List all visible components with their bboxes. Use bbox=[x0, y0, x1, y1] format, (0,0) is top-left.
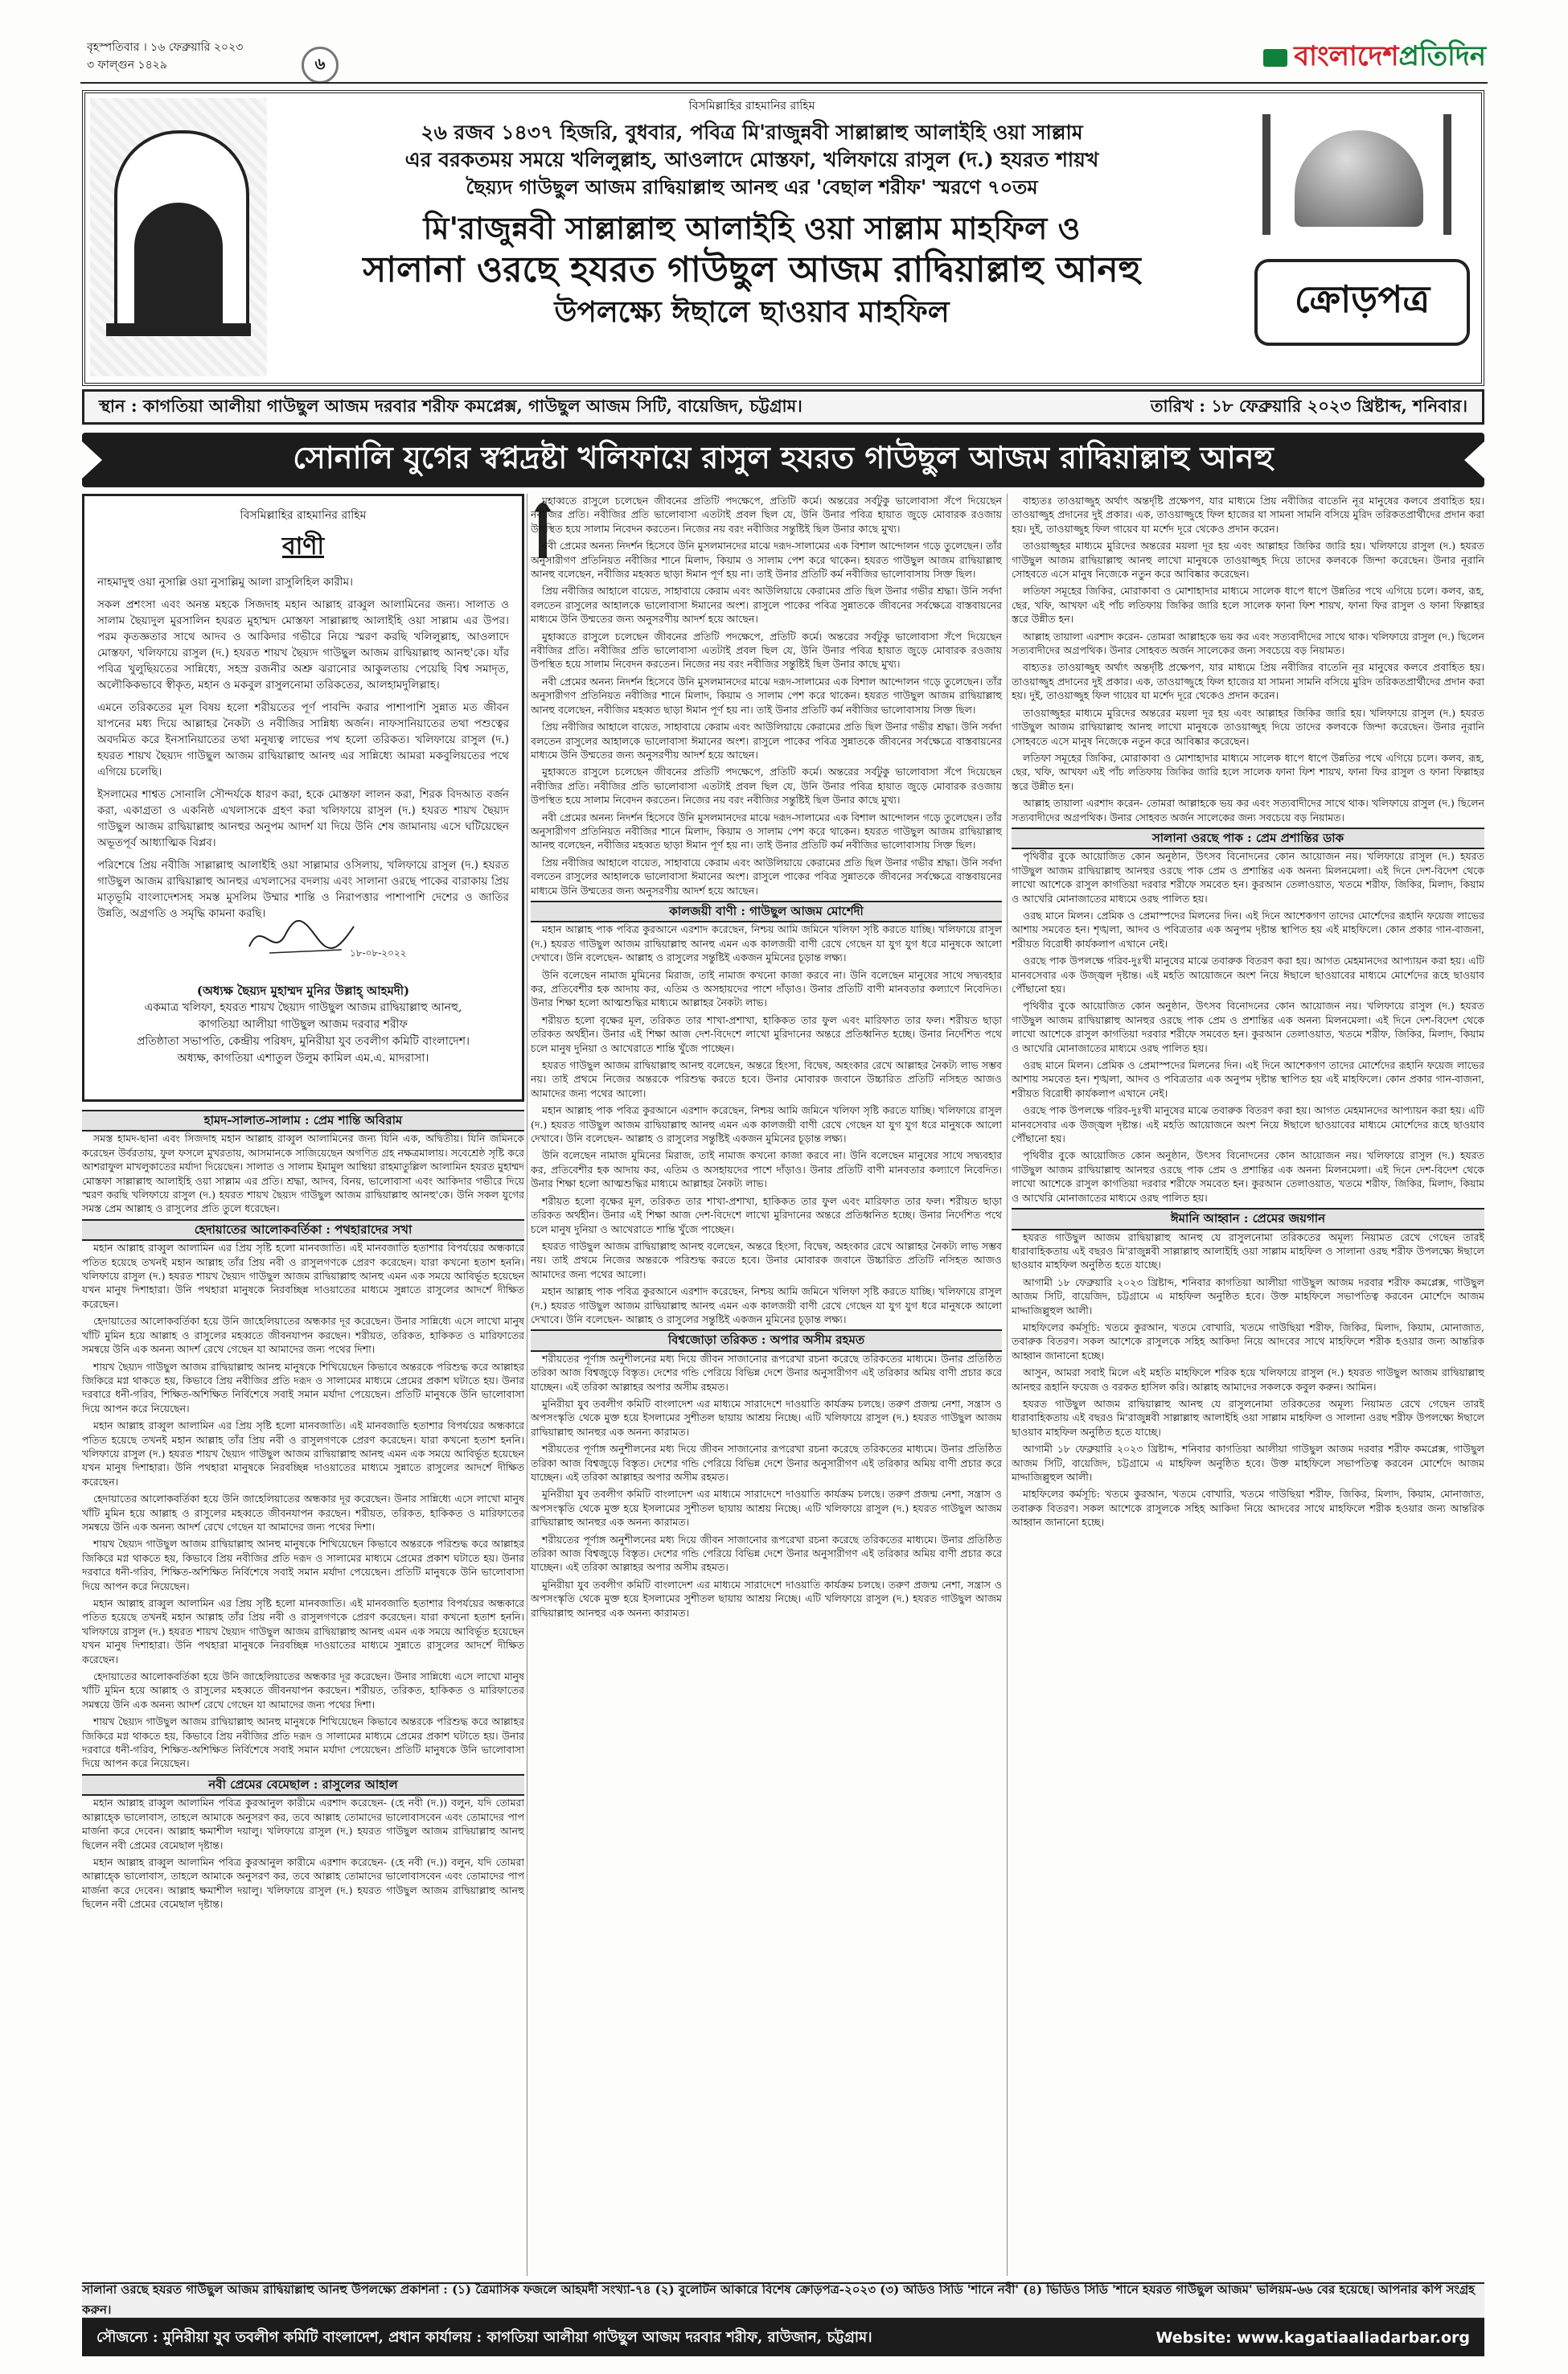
article-paragraph: মহান আল্লাহ রাব্বুল আলামিন এর প্রিয় সৃষ্টি হলো মানবজাতি। এই মানবজাতি হতাশার বিপর্যয়ের অন্ধকারে পতিত হয়েছে তখনই মহান আল্লাহ তাঁর প্রিয় নবী ও রাসুলগণকে প্রেরণ করেছেন। যারা কখনো হতাশ হননি। খলিফায়ে রাসুল (দ.) হযরত শায়খ ছৈয়্যদ গাউছুল আজম রাদ্বিয়াল্লাহু আনহু এমন এক সময়ে আবির্ভূত হয়েছেন যখন মানুষ দিশাহারা। উনি পথহারা মানুষকে নিরবচ্ছিন্ন দাওয়াতের মাধ্যমে সুন্নাতে রাসুলের আদর্শে দীক্ষিত করেছেন। bbox=[82, 1597, 524, 1665]
article-paragraph: আল্লাহ তায়ালা এরশাদ করেন- তোমরা আল্লাহকে ভয় কর এবং সত্যবাদীদের সাথে থাক। খলিফায়ে রাসুল (দ.) ছিলেন সত্যবাদীদের অগ্রপথিক। উনার সোহবত অর্জন সালেকের জন্য সবচেয়ে বড় নিয়ামত। bbox=[1012, 797, 1484, 824]
article-paragraph: ওরছ মানে মিলন। প্রেমিক ও প্রেমাস্পদের মিলনের দিন। এই দিনে আশেকগণ তাদের মোর্শেদের রূহানি ফয়েজ লাভের আশায় সমবেত হন। শৃঙ্খলা, আদব ও পবিত্রতার এক অনুপম দৃষ্টান্ত স্থাপিত হয় এই মাহফিলে। কোন প্রকার গান-বাজনা, শরীয়ত বিরোধী কার্যকলাপ এখানে নেই। bbox=[1012, 909, 1484, 950]
article-paragraph: হযরত গাউছুল আজম রাদ্বিয়াল্লাহু আনহু যে রাসুলনোমা তরিকতের অমূল্য নিয়ামত রেখে গেছেন তারই ধারাবাহিকতায় এই বছরও মি'রাজুন্নবী সাল্লাল্লাহু আলাইহি ওয়া সাল্লাম মাহফিল ও সালানা ওরছ শরীফ উপলক্ষ্যে ঈছালে ছাওয়াব মাহফিল অনুষ্ঠিত হতে যাচ্ছে। bbox=[1012, 1397, 1484, 1438]
article-paragraph: প্রিয় নবীজির আহালে বায়েত, সাহাবায়ে কেরাম এবং আউলিয়ায়ে কেরামের প্রতি ছিল উনার গভীর শ্রদ্ধা। উনি সর্বদা বলতেন রাসুলের আহালকে ভালোবাসা ঈমানের অংশ। রাসুলে পাকের পবিত্র সুন্নাতকে জীবনের সর্বক্ষেত্রে বাস্তবায়নের মাধ্যমে উনি উম্মতের জন্য অনুসরণীয় আদর্শ হয়ে আছেন। bbox=[531, 856, 1002, 897]
article-paragraph: মহান আল্লাহ পাক পবিত্র কুরআনে এরশাদ করেছেন, নিশ্চয় আমি জমিনে খলিফা সৃষ্টি করতে যাচ্ছি। খলিফায়ে রাসুল (দ.) হযরত গাউছুল আজম রাদ্বিয়াল্লাহু আনহু এমন এক কালজয়ী বাণী রেখে গেছেন যা যুগ যুগ ধরে মানুষকে আলো দেখাবে। উনি বলেছেন- আল্লাহ ও রাসুলের সন্তুষ্টিই একজন মুমিনের চূড়ান্ত লক্ষ্য। bbox=[531, 1285, 1002, 1325]
article-paragraph: মহান আল্লাহ রাব্বুল আলামিন এর প্রিয় সৃষ্টি হলো মানবজাতি। এই মানবজাতি হতাশার বিপর্যয়ের অন্ধকারে পতিত হয়েছে তখনই মহান আল্লাহ তাঁর প্রিয় নবী ও রাসুলগণকে প্রেরণ করেছেন। যারা কখনো হতাশ হননি। খলিফায়ে রাসুল (দ.) হযরত শায়খ ছৈয়্যদ গাউছুল আজম রাদ্বিয়াল্লাহু আনহু এমন এক সময়ে আবির্ভূত হয়েছেন যখন মানুষ দিশাহারা। উনি পথহারা মানুষকে নিরবচ্ছিন্ন দাওয়াতের মাধ্যমে সুন্নাতে রাসুলের আদর্শে দীক্ষিত করেছেন। bbox=[82, 1242, 524, 1310]
section-heading: হামদ-সালাত-সালাম : প্রেম শান্তি অবিরাম bbox=[82, 1110, 524, 1132]
article-paragraph: শায়খ ছৈয়্যদ গাউছুল আজম রাদ্বিয়াল্লাহু আনহু মানুষকে শিখিয়েছেন কিভাবে অন্তরকে পরিশুদ্ধ করে আল্লাহর জিকিরে মগ্ন থাকতে হয়, কিভাবে প্রিয় নবীজির প্রতি দরূদ ও সালামের মাধ্যমে প্রেমের প্রকাশ ঘটাতে হয়। উনার দরবারে ধনী-গরিব, শিক্ষিত-অশিক্ষিত নির্বিশেষে সবাই সমান মর্যাদা পেয়েছেন। প্রতিটি মানুষকে উনি ভালোবাসা দিয়ে আপন করে নিয়েছেন। bbox=[82, 1360, 524, 1415]
newspaper-logo[interactable] bbox=[1263, 35, 1486, 81]
signer-name: (অধ্যক্ষ ছৈয়্যদ মুহাম্মদ মুনির উল্লাহ্ আহমদী) bbox=[196, 984, 410, 998]
article-paragraph: পৃথিবীর বুকে আয়োজিত কোন অনুষ্ঠান, উৎসব বিনোদনের কোন আয়োজন নয়। খলিফায়ে রাসুল (দ.) হযরত গাউছুল আজম রাদ্বিয়াল্লাহু আনহুর ওরছে পাক প্রেম ও প্রশান্তির এক অনন্য মিলনমেলা। এই দিনে দেশ-বিদেশ থেকে লাখো আশেকে রাসুল কাগতিয়া দরবার শরীফে সমবেত হন। কুরআন তেলাওয়াত, খতমে শরীফ, জিকির, মিলাদ, কিয়াম ও আখেরি মোনাজাতের মাধ্যমে ওরছ পালিত হয়। bbox=[1012, 1000, 1484, 1054]
main-headline bbox=[82, 433, 1484, 487]
publications-notice bbox=[82, 2282, 1484, 2319]
article-paragraph: মুনিরীয়া যুব তবলীগ কমিটি বাংলাদেশ এর মাধ্যমে সারাদেশে দাওয়াতি কার্যক্রম চলছে। তরুণ প্রজন্ম নেশা, সন্ত্রাস ও অপসংস্কৃতি থেকে মুক্ত হয়ে ইসলামের সুশীতল ছায়ায় আশ্রয় নিচ্ছে। এটি খলিফায়ে রাসুল (দ.) হযরত গাউছুল আজম রাদ্বিয়াল্লাহু আনহুর এক অনন্য কারামত। bbox=[531, 1397, 1002, 1438]
publications-text: সালানা ওরছে হযরত গাউছুল আজম রাদ্বিয়াল্লাহু আনহু উপলক্ষ্যে প্রকাশনা : (১) ত্রৈমাসিক ফজলে আহমদী সংখ্যা-৭৪ (২) বুলেটিন আকারে বিশেষ ক্রোড়পত্র-২০২৩ (৩) অডিও সিডি 'শানে নবী' (৪) ভিডিও সিডি 'শানে হযরত গাউছুল আজম' ভলিয়ম-৬৬ বের হয়েছে। আপনার কপি সংগ্রহ করুন। bbox=[82, 2282, 1476, 2317]
banner-line-1: ২৬ রজব ১৪৩৭ হিজরি, বুধবার, পবিত্র মি'রাজুন্নবী সাল্লাল্লাহু আলাইহি ওয়া সাল্লাম bbox=[421, 121, 1083, 144]
message-paragraph: এমনে তরিকতের মূল বিষয় হলো শরীয়তের পূর্ণ পাবন্দি করার পাশাপাশি সুন্নাত মত জীবন যাপনের মধ্য দিয়ে আল্লাহর নৈকট্য ও নবীজির সান্নিধ্য অর্জন। নাফসানিয়াতের তথা পশুত্বের অবদমিত করে ইনসানিয়াতের তথা মনুষ্যত্ব লাভের পথ হলো তরিকত। খলিফায়ে রাসুল (দ.) হযরত শায়খ ছৈয়্যদ গাউছুল আজম রাদ্বিয়াল্লাহু আনহু এর সান্নিধ্যে আমরা মকবুলিয়তের পথে এগিয়ে চলেছি। bbox=[97, 701, 509, 778]
article-paragraph: মাহফিলের কর্মসূচি: খতমে কুরআন, খতমে বোখারি, খতমে গাউছিয়া শরীফ, জিকির, মিলাদ, কিয়াম, মোনাজাত, তবারুক বিতরণ। সকল আশেকে রাসুলকে সহিহ আকিদা নিয়ে আদবের সাথে মাহফিলে শরীক হওয়ার জন্য আন্তরিক আহ্বান জানানো হচ্ছে। bbox=[1012, 1488, 1484, 1529]
article-paragraph: শরীয়তের পূর্ণাঙ্গ অনুশীলনের মধ্য দিয়ে জীবন সাজানোর রূপরেখা রচনা করেছে তরিকতের মাধ্যমে। উনার প্রতিষ্ঠিত তরিকা আজ বিশ্বজুড়ে বিস্তৃত। দেশের গন্ডি পেরিয়ে বিভিন্ন দেশে উনার অনুসারীগণ এই তরিকার অমিয় বাণী প্রচার করে যাচ্ছেন। এই তরিকা আল্লাহর অপার অসীম রহমত। bbox=[531, 1443, 1002, 1483]
message-title: বাণী bbox=[281, 532, 325, 561]
article-paragraph: মহান আল্লাহ রাব্বুল আলামিন পবিত্র কুরআনুল কারীমে এরশাদ করেছেন- (হে নবী (দ.)) বলুন, যদি তোমরা আল্লাহ্কে ভালোবাস, তাহলে আমাকে অনুসরণ কর, তবে আল্লাহ তোমাদের ভালোবাসবেন এবং তোমাদের পাপ মার্জনা করে দেবেন। আল্লাহ ক্ষমাশীল দয়ালু। খলিফায়ে রাসুল (দ.) হযরত গাউছুল আজম রাদ্বিয়াল্লাহু আনহু ছিলেন নবী প্রেমের বেমেছাল দৃষ্টান্ত। bbox=[82, 1855, 524, 1911]
credit-text: সৌজন্যে : মুনিরীয়া যুব তবলীগ কমিটি বাংলাদেশ, প্রধান কার্যালয় : কাগতিয়া আলীয়া গাউছুল আজম দরবার শরীফ, রাউজান, চট্টগ্রাম। bbox=[96, 2328, 872, 2346]
article-paragraph: হযরত গাউছুল আজম রাদ্বিয়াল্লাহু আনহু যে রাসুলনোমা তরিকতের অমূল্য নিয়ামত রেখে গেছেন তারই ধারাবাহিকতায় এই বছরও মি'রাজুন্নবী সাল্লাল্লাহু আলাইহি ওয়া সাল্লাম মাহফিল ও সালানা ওরছ শরীফ উপলক্ষ্যে ঈছালে ছাওয়াব মাহফিল অনুষ্ঠিত হতে যাচ্ছে। bbox=[1012, 1230, 1484, 1271]
banner-title-2: সালানা ওরছে হযরত গাউছুল আজম রাদ্বিয়াল্লাহু আনহু bbox=[363, 249, 1141, 290]
banner-line-3: ছৈয়্যদ গাউছুল আজম রাদ্বিয়াল্লাহু আনহু এর 'বেছাল শরীফ' স্মরণে ৭০তম bbox=[466, 175, 1038, 199]
article-paragraph: পৃথিবীর বুকে আয়োজিত কোন অনুষ্ঠান, উৎসব বিনোদনের কোন আয়োজন নয়। খলিফায়ে রাসুল (দ.) হযরত গাউছুল আজম রাদ্বিয়াল্লাহু আনহুর ওরছে পাক প্রেম ও প্রশান্তির এক অনন্য মিলনমেলা। এই দিনে দেশ-বিদেশ থেকে লাখো আশেকে রাসুল কাগতিয়া দরবার শরীফে সমবেত হন। কুরআন তেলাওয়াত, খতমে শরীফ, জিকির, মিলাদ, কিয়াম ও আখেরি মোনাজাতের মাধ্যমে ওরছ পালিত হয়। bbox=[1012, 850, 1484, 905]
signer-line: কাগতিয়া আলীয়া গাউছুল আজম দরবার শরীফ bbox=[199, 1018, 408, 1031]
date-bangla: ৩ ফাল্গুন ১৪২৯ bbox=[87, 59, 167, 72]
signer-block bbox=[84, 983, 522, 1067]
article-paragraph: নবী প্রেমের অনন্য নিদর্শন হিসেবে উনি মুসলমানদের মাঝে দরূদ-সালামের এক বিশাল আন্দোলন গড়ে তুলেছেন। তাঁর অনুসারীগণ প্রতিনিয়ত নবীজির শানে মিলাদ, কিয়াম ও সালাম পেশ করে থাকেন। হযরত গাউছুল আজম রাদ্বিয়াল্লাহু আনহু বলেছেন, নবীজির মহব্বত ছাড়া ঈমান পূর্ণ হয় না। তাই উনার প্রতিটি কর্ম নবীজির ভালোবাসায় সিক্ত ছিল। bbox=[531, 811, 1002, 852]
page-date-block bbox=[87, 39, 243, 74]
header-divider bbox=[80, 82, 1488, 84]
article-paragraph: হেদায়াতের আলোকবর্তিকা হয়ে উনি জাহেলিয়াতের অন্ধকার দূর করেছেন। উনার সান্নিধ্যে এসে লাখো মানুষ খাঁটি মুমিন হয়ে আল্লাহ ও রাসুলের মহব্বতে জীবনযাপন করছেন। শরীয়ত, তরিকত, হাকিকত ও মারিফাতের সমন্বয়ে উনি এক অনন্য আদর্শ রেখে গেছেন যা আমাদের জন্য পথের দিশা। bbox=[82, 1493, 524, 1533]
article-paragraph: উনি বলেছেন নামাজ মুমিনের মিরাজ, তাই নামাজ কখনো কাজা করবে না। উনি বলেছেন মানুষের সাথে সদ্ব্যবহার কর, প্রতিবেশীর হক আদায় কর, এতিম ও অসহায়দের পাশে দাঁড়াও। উনার প্রতিটি বাণী মানবতার কল্যাণে নিবেদিত। উনার শিক্ষা হলো আত্মশুদ্ধির মাধ্যমে আল্লাহর নৈকট্য লাভ। bbox=[531, 1149, 1002, 1190]
article-paragraph: শায়খ ছৈয়্যদ গাউছুল আজম রাদ্বিয়াল্লাহু আনহু মানুষকে শিখিয়েছেন কিভাবে অন্তরকে পরিশুদ্ধ করে আল্লাহর জিকিরে মগ্ন থাকতে হয়, কিভাবে প্রিয় নবীজির প্রতি দরূদ ও সালামের মাধ্যমে প্রেমের প্রকাশ ঘটাতে হয়। উনার দরবারে ধনী-গরিব, শিক্ষিত-অশিক্ষিত নির্বিশেষে সবাই সমান মর্যাদা পেয়েছেন। প্রতিটি মানুষকে উনি ভালোবাসা দিয়ে আপন করে নিয়েছেন। bbox=[82, 1715, 524, 1770]
article-paragraph: শরীয়তের পূর্ণাঙ্গ অনুশীলনের মধ্য দিয়ে জীবন সাজানোর রূপরেখা রচনা করেছে তরিকতের মাধ্যমে। উনার প্রতিষ্ঠিত তরিকা আজ বিশ্বজুড়ে বিস্তৃত। দেশের গন্ডি পেরিয়ে বিভিন্ন দেশে উনার অনুসারীগণ এই তরিকার অমিয় বাণী প্রচার করে যাচ্ছেন। এই তরিকা আল্লাহর অপার অসীম রহমত। bbox=[531, 1352, 1002, 1393]
article-paragraph: মহান আল্লাহ পাক পবিত্র কুরআনে এরশাদ করেছেন, নিশ্চয় আমি জমিনে খলিফা সৃষ্টি করতে যাচ্ছি। খলিফায়ে রাসুল (দ.) হযরত গাউছুল আজম রাদ্বিয়াল্লাহু আনহু এমন এক কালজয়ী বাণী রেখে গেছেন যা যুগ যুগ ধরে মানুষকে আলো দেখাবে। উনি বলেছেন- আল্লাহ ও রাসুলের সন্তুষ্টিই একজন মুমিনের চূড়ান্ত লক্ষ্য। bbox=[531, 1104, 1002, 1145]
message-paragraph: নাহমাদুহু ওয়া নুসাল্লি ওয়া নুসাল্লিমু আলা রাসুলিহিল কারীম। bbox=[97, 576, 353, 589]
article-paragraph: লতিফা সমূহের জিকির, মোরাকাবা ও মোশাহাদার মাধ্যমে সালেক ধাপে ধাপে উন্নতির পথে এগিয়ে চলে। কলব, রূহ, ছের, খফি, আখফা এই পাঁচ লতিফায় জিকির জারি হলে সালেক ফানা ফিশ শায়খ, ফানা ফির রাসুল ও ফানা ফিল্লাহর স্তরে উন্নীত হন। bbox=[1012, 585, 1484, 626]
article-paragraph: হেদায়াতের আলোকবর্তিকা হয়ে উনি জাহেলিয়াতের অন্ধকার দূর করেছেন। উনার সান্নিধ্যে এসে লাখো মানুষ খাঁটি মুমিন হয়ে আল্লাহ ও রাসুলের মহব্বতে জীবনযাপন করছেন। শরীয়ত, তরিকত, হাকিকত ও মারিফাতের সমন্বয়ে উনি এক অনন্য আদর্শ রেখে গেছেন যা আমাদের জন্য পথের দিশা। bbox=[82, 1315, 524, 1356]
section-heading: সালানা ওরছে পাক : প্রেম প্রশান্তির ডাক bbox=[1012, 828, 1484, 849]
arch-base bbox=[106, 323, 251, 336]
article-column-3 bbox=[1012, 494, 1484, 2276]
mosque-illustration-right bbox=[1238, 98, 1476, 376]
message-paragraph: ইসলামের শাশ্বত সোনালি সৌন্দর্যকে ধারণ করা, হকে মোস্তফা লালন করা, শিরক বিদআত বর্জন করা, একাগ্রতা ও একনিষ্ঠ এখলাসকে গ্রহণ করা খলিফায়ে রাসুল (দ.) হযরত শায়খ ছৈয়্যদ গাউছুল আজম রাদ্বিয়াল্লাহু আনহুর অনুপম আদর্শ যা দিয়ে উনি শেষ জামানায় এসে ঘটিয়েছেন অভূতপূর্ব আধ্যাত্মিক বিপ্লব। bbox=[97, 788, 509, 849]
banner-line-2: এর বরকতময় সময়ে খলিলুল্লাহ, আওলাদে মোস্তফা, খলিফায়ে রাসুল (দ.) হযরত শায়খ bbox=[404, 148, 1099, 171]
article-paragraph: মহান আল্লাহ রাব্বুল আলামিন পবিত্র কুরআনুল কারীমে এরশাদ করেছেন- (হে নবী (দ.)) বলুন, যদি তোমরা আল্লাহ্কে ভালোবাস, তাহলে আমাকে অনুসরণ কর, তবে আল্লাহ তোমাদের ভালোবাসবেন এবং তোমাদের পাপ মার্জনা করে দেবেন। আল্লাহ ক্ষমাশীল দয়ালু। খলিফায়ে রাসুল (দ.) হযরত গাউছুল আজম রাদ্বিয়াল্লাহু আনহু ছিলেন নবী প্রেমের বেমেছাল দৃষ্টান্ত। bbox=[82, 1797, 524, 1851]
article-paragraph: মুনিরীয়া যুব তবলীগ কমিটি বাংলাদেশ এর মাধ্যমে সারাদেশে দাওয়াতি কার্যক্রম চলছে। তরুণ প্রজন্ম নেশা, সন্ত্রাস ও অপসংস্কৃতি থেকে মুক্ত হয়ে ইসলামের সুশীতল ছায়ায় আশ্রয় নিচ্ছে। এটি খলিফায়ে রাসুল (দ.) হযরত গাউছুল আজম রাদ্বিয়াল্লাহু আনহুর এক অনন্য কারামত। bbox=[531, 1578, 1002, 1619]
message-box bbox=[82, 494, 524, 1102]
date-gregorian: বৃহস্পতিবার । ১৬ ফেব্রুয়ারি ২০২৩ bbox=[87, 41, 244, 54]
dome-illustration-left bbox=[90, 98, 267, 376]
message-paragraph: পরিশেষে প্রিয় নবীজি সাল্লাল্লাহু আলাইহি ওয়া সাল্লামার ওসিলায়, খলিফায়ে রাসুল (দ.) হযরত গাউছুল আজম রাদ্বিয়াল্লাহু আনহুর এখলাসের বদলায় এবং সালানা ওরছে পাকের বারাকায় প্রিয় মাতৃভূমি বাংলাদেশসহ সমস্ত মুসলিম উম্মার শান্তি ও নিরাপত্তার পাশাপাশি দেশের ও জাতির উন্নতি, অগ্রগতি ও সমৃদ্ধি কামনা করছি। bbox=[97, 859, 509, 920]
article-paragraph: শরীয়তের পূর্ণাঙ্গ অনুশীলনের মধ্য দিয়ে জীবন সাজানোর রূপরেখা রচনা করেছে তরিকতের মাধ্যমে। উনার প্রতিষ্ঠিত তরিকা আজ বিশ্বজুড়ে বিস্তৃত। দেশের গন্ডি পেরিয়ে বিভিন্ন দেশে উনার অনুসারীগণ এই তরিকার অমিয় বাণী প্রচার করে যাচ্ছেন। এই তরিকা আল্লাহর অপার অসীম রহমত। bbox=[531, 1533, 1002, 1574]
article-paragraph: শায়খ ছৈয়্যদ গাউছুল আজম রাদ্বিয়াল্লাহু আনহু মানুষকে শিখিয়েছেন কিভাবে অন্তরকে পরিশুদ্ধ করে আল্লাহর জিকিরে মগ্ন থাকতে হয়, কিভাবে প্রিয় নবীজির প্রতি দরূদ ও সালামের মাধ্যমে প্রেমের প্রকাশ ঘটাতে হয়। উনার দরবারে ধনী-গরিব, শিক্ষিত-অশিক্ষিত নির্বিশেষে সবাই সমান মর্যাদা পেয়েছেন। প্রতিটি মানুষকে উনি ভালোবাসা দিয়ে আপন করে নিয়েছেন। bbox=[82, 1538, 524, 1592]
article-paragraph: নবী প্রেমের অনন্য নিদর্শন হিসেবে উনি মুসলমানদের মাঝে দরূদ-সালামের এক বিশাল আন্দোলন গড়ে তুলেছেন। তাঁর অনুসারীগণ প্রতিনিয়ত নবীজির শানে মিলাদ, কিয়াম ও সালাম পেশ করে থাকেন। হযরত গাউছুল আজম রাদ্বিয়াল্লাহু আনহু বলেছেন, নবীজির মহব্বত ছাড়া ঈমান পূর্ণ হয় না। তাই উনার প্রতিটি কর্ম নবীজির ভালোবাসায় সিক্ত ছিল। bbox=[531, 540, 1002, 581]
article-paragraph: আল্লাহ তায়ালা এরশাদ করেন- তোমরা আল্লাহকে ভয় কর এবং সত্যবাদীদের সাথে থাক। খলিফায়ে রাসুল (দ.) ছিলেন সত্যবাদীদের অগ্রপথিক। উনার সোহবত অর্জন সালেকের জন্য সবচেয়ে বড় নিয়ামত। bbox=[1012, 630, 1484, 657]
article-paragraph: ওরছ মানে মিলন। প্রেমিক ও প্রেমাস্পদের মিলনের দিন। এই দিনে আশেকগণ তাদের মোর্শেদের রূহানি ফয়েজ লাভের আশায় সমবেত হন। শৃঙ্খলা, আদব ও পবিত্রতার এক অনুপম দৃষ্টান্ত স্থাপিত হয় এই মাহফিলে। কোন প্রকার গান-বাজনা, শরীয়ত বিরোধী কার্যকলাপ এখানে নেই। bbox=[1012, 1059, 1484, 1099]
article-paragraph: বাহ্যতঃ তাওয়াজ্জুহ অর্থাৎ অন্তর্দৃষ্টি প্রক্ষেপণ, যার মাধ্যমে প্রিয় নবীজির বাতেনি নূর মানুষের কলবে প্রবাহিত হয়। তাওয়াজ্জুহ প্রদানের দুই প্রকার। এক, তাওয়াজ্জুহে ফিল হাজের যা সামনা সামনি বসিয়ে মুরিদ তরিকতপ্রার্থীদের প্রদান করা হয়। দুই, তাওয়াজ্জুহ ফিল গায়েব যা মর্শেদ দূরে থেকেও প্রদান করেন। bbox=[1012, 661, 1484, 702]
article-paragraph: মুহাব্বতে রাসুলে চলেছেন জীবনের প্রতিটি পদক্ষেপে, প্রতিটি কর্মে। অন্তরের সর্বটুকু ভালোবাসা সঁপে দিয়েছেন নবীজির প্রতি। নবীজির প্রতি ভালোবাসা এতটাই প্রবল ছিল যে, উনি উনার পবিত্র হায়াত জুড়ে মোবারক রওজায় উপস্থিত হয়ে সালাম নিবেদন করতেন। নিজের নয় বরং নবীজির সন্তুষ্টিই ছিল উনার কাছে মুখ্য। bbox=[531, 495, 1002, 535]
article-paragraph: আগামী ১৮ ফেব্রুয়ারি ২০২৩ খ্রিষ্টাব্দ, শনিবার কাগতিয়া আলীয়া গাউছুল আজম দরবার শরীফ কমপ্লেক্স, গাউছুল আজম সিটি, বায়েজিদ, চট্টগ্রামে এ মাহফিল অনুষ্ঠিত হবে। উক্ত মাহফিলে সভাপতিত্ব করবেন মোর্শেদে আজম মাদ্দাজিল্লুহুল আলী। bbox=[1012, 1443, 1484, 1483]
section-heading: ঈমানি আহ্বান : প্রেমের জয়গান bbox=[1012, 1208, 1484, 1230]
article-paragraph: মহান আল্লাহ পাক পবিত্র কুরআনে এরশাদ করেছেন, নিশ্চয় আমি জমিনে খলিফা সৃষ্টি করতে যাচ্ছি। খলিফায়ে রাসুল (দ.) হযরত গাউছুল আজম রাদ্বিয়াল্লাহু আনহু এমন এক কালজয়ী বাণী রেখে গেছেন যা যুগ যুগ ধরে মানুষকে আলো দেখাবে। উনি বলেছেন- আল্লাহ ও রাসুলের সন্তুষ্টিই একজন মুমিনের চূড়ান্ত লক্ষ্য। bbox=[531, 923, 1002, 964]
article-paragraph: আগামী ১৮ ফেব্রুয়ারি ২০২৩ খ্রিষ্টাব্দ, শনিবার কাগতিয়া আলীয়া গাউছুল আজম দরবার শরীফ কমপ্লেক্স, গাউছুল আজম সিটি, বায়েজিদ, চট্টগ্রামে এ মাহফিল অনুষ্ঠিত হবে। উক্ত মাহফিলে সভাপতিত্ব করবেন মোর্শেদে আজম মাদ্দাজিল্লুহুল আলী। bbox=[1012, 1275, 1484, 1316]
article-paragraph: পৃথিবীর বুকে আয়োজিত কোন অনুষ্ঠান, উৎসব বিনোদনের কোন আয়োজন নয়। খলিফায়ে রাসুল (দ.) হযরত গাউছুল আজম রাদ্বিয়াল্লাহু আনহুর ওরছে পাক প্রেম ও প্রশান্তির এক অনন্য মিলনমেলা। এই দিনে দেশ-বিদেশ থেকে লাখো আশেকে রাসুল কাগতিয়া দরবার শরীফে সমবেত হন। কুরআন তেলাওয়াত, খতমে শরীফ, জিকির, মিলাদ, কিয়াম ও আখেরি মোনাজাতের মাধ্যমে ওরছ পালিত হয়। bbox=[1012, 1149, 1484, 1204]
article-paragraph: হযরত গাউছুল আজম রাদ্বিয়াল্লাহু আনহু বলেছেন, অন্তরে হিংসা, বিদ্বেষ, অহংকার রেখে আল্লাহর নৈকট্য লাভ সম্ভব নয়। তাই প্রথমে নিজের অন্তরকে পরিশুদ্ধ করতে হবে। উনার মোবারক জবানে উচ্চারিত প্রতিটি নসিহত আজও আমাদের জন্য পথের আলো। bbox=[531, 1239, 1002, 1280]
signer-line: প্রতিষ্ঠাতা সভাপতি, কেন্দ্রীয় পরিষদ, মুনিরীয়া যুব তবলীগ কমিটি বাংলাদেশ। bbox=[136, 1035, 470, 1048]
website-link[interactable]: Website: www.kagatiaaliadarbar.org bbox=[1155, 2329, 1470, 2347]
article-paragraph: ওরছে পাক উপলক্ষে গরিব-দুঃখী মানুষের মাঝে তবারুক বিতরণ করা হয়। আগত মেহমানদের আপ্যায়ন করা হয়। এটি মানবসেবার এক উজ্জ্বল দৃষ্টান্ত। এই মহতি আয়োজনে অংশ নিয়ে ঈছালে ছাওয়াবের মাধ্যমে মোর্শেদের রূহে ছাওয়াব পৌঁছানো হয়। bbox=[1012, 955, 1484, 995]
headline-text: সোনালি যুগের স্বপ্নদ্রষ্টা খলিফায়ে রাসুল হযরত গাউছুল আজম রাদ্বিয়াল্লাহু আনহু bbox=[293, 439, 1274, 475]
article-paragraph: সমস্ত হামদ-ছানা এবং সিজদাহ মহান আল্লাহ রাব্বুল আলামিনের জন্য যিনি এক, অদ্বিতীয়। যিনি জমিনকে করেছেন উর্বরতায়, ফুল ফসলে মুখরতায়, আসমানকে সাজিয়েছেন অগণিত গ্রহ নক্ষত্রমালায়। সবেশ্রেষ্ঠ সৃষ্টি করে আশরাফুল মাখলুকাতের মর্যাদা দিয়েছেন। সালাত ও সালাম ইমামুল আম্বিয়া রাহমাতুল্লিল আলামিন হযরত মুহাম্মদ মোস্তফা সাল্লাল্লাহু আলাইহি ওয়া সাল্লাম এর প্রতি। শ্রদ্ধা, আদব, বিনয়, ভালোবাসা এবং আকিদার গভীরে দিয়ে স্মরণ করছি খলিফায়ে রাসুল (দ.) হযরত শায়খ ছৈয়্যদ গাউছুল আজম রাদ্বিয়াল্লাহু আনহু'কে। উনি সকল যুগের সমস্ত প্রেম আল্লাহ ও রাসুলের প্রতি তুলে ধরেছেন। bbox=[82, 1132, 524, 1215]
article-paragraph: মাহফিলের কর্মসূচি: খতমে কুরআন, খতমে বোখারি, খতমে গাউছিয়া শরীফ, জিকির, মিলাদ, কিয়াম, মোনাজাত, তবারুক বিতরণ। সকল আশেকে রাসুলকে সহিহ আকিদা নিয়ে আদবের সাথে মাহফিলে শরীক হওয়ার জন্য আন্তরিক আহ্বান জানানো হচ্ছে। bbox=[1012, 1320, 1484, 1362]
banner-title-3: উপলক্ষ্যে ঈছালে ছাওয়াব মাহফিল bbox=[554, 295, 950, 329]
article-paragraph: হযরত গাউছুল আজম রাদ্বিয়াল্লাহু আনহু বলেছেন, অন্তরে হিংসা, বিদ্বেষ, অহংকার রেখে আল্লাহর নৈকট্য লাভ সম্ভব নয়। তাই প্রথমে নিজের অন্তরকে পরিশুদ্ধ করতে হবে। উনার মোবারক জবানে উচ্চারিত প্রতিটি নসিহত আজও আমাদের জন্য পথের আলো। bbox=[531, 1059, 1002, 1099]
article-paragraph: মুনিরীয়া যুব তবলীগ কমিটি বাংলাদেশ এর মাধ্যমে সারাদেশে দাওয়াতি কার্যক্রম চলছে। তরুণ প্রজন্ম নেশা, সন্ত্রাস ও অপসংস্কৃতি থেকে মুক্ত হয়ে ইসলামের সুশীতল ছায়ায় আশ্রয় নিচ্ছে। এটি খলিফায়ে রাসুল (দ.) হযরত গাউছুল আজম রাদ্বিয়াল্লাহু আনহুর এক অনন্য কারামত। bbox=[531, 1488, 1002, 1529]
article-paragraph: লতিফা সমূহের জিকির, মোরাকাবা ও মোশাহাদার মাধ্যমে সালেক ধাপে ধাপে উন্নতির পথে এগিয়ে চলে। কলব, রূহ, ছের, খফি, আখফা এই পাঁচ লতিফায় জিকির জারি হলে সালেক ফানা ফিশ শায়খ, ফানা ফির রাসুল ও ফানা ফিল্লাহর স্তরে উন্নীত হন। bbox=[1012, 751, 1484, 792]
article-paragraph: নবী প্রেমের অনন্য নিদর্শন হিসেবে উনি মুসলমানদের মাঝে দরূদ-সালামের এক বিশাল আন্দোলন গড়ে তুলেছেন। তাঁর অনুসারীগণ প্রতিনিয়ত নবীজির শানে মিলাদ, কিয়াম ও সালাম পেশ করে থাকেন। হযরত গাউছুল আজম রাদ্বিয়াল্লাহু আনহু বলেছেন, নবীজির মহব্বত ছাড়া ঈমান পূর্ণ হয় না। তাই উনার প্রতিটি কর্ম নবীজির ভালোবাসায় সিক্ত ছিল। bbox=[531, 675, 1002, 716]
section-heading: কালজয়ী বাণী : গাউছুল আজম মোর্শেদী bbox=[531, 901, 1002, 922]
article-paragraph: মুহাব্বতে রাসুলে চলেছেন জীবনের প্রতিটি পদক্ষেপে, প্রতিটি কর্মে। অন্তরের সর্বটুকু ভালোবাসা সঁপে দিয়েছেন নবীজির প্রতি। নবীজির প্রতি ভালোবাসা এতটাই প্রবল ছিল যে, উনি উনার পবিত্র হায়াত জুড়ে মোবারক রওজায় উপস্থিত হয়ে সালাম নিবেদন করতেন। নিজের নয় বরং নবীজির সন্তুষ্টিই ছিল উনার কাছে মুখ্য। bbox=[531, 630, 1002, 671]
article-paragraph: হেদায়াতের আলোকবর্তিকা হয়ে উনি জাহেলিয়াতের অন্ধকার দূর করেছেন। উনার সান্নিধ্যে এসে লাখো মানুষ খাঁটি মুমিন হয়ে আল্লাহ ও রাসুলের মহব্বতে জীবনযাপন করছেন। শরীয়ত, তরিকত, হাকিকত ও মারিফাতের সমন্বয়ে উনি এক অনন্য আদর্শ রেখে গেছেন যা আমাদের জন্য পথের দিশা। bbox=[82, 1670, 524, 1711]
section-heading: বিশ্বজোড়া তরিকত : অপার অসীম রহমত bbox=[531, 1329, 1002, 1351]
article-column-1 bbox=[82, 1110, 524, 2276]
signature-icon bbox=[245, 914, 358, 963]
logo-text-main: বাংলাদেশ bbox=[1294, 40, 1399, 72]
article-column-2 bbox=[531, 494, 1002, 2276]
minaret-icon bbox=[1262, 114, 1270, 235]
signer-line: একমাত্র খলিফা, হযরত শায়খ ছৈয়্যদ গাউছুল আজম রাদ্বিয়াল্লাহু আনহু, bbox=[144, 1001, 462, 1014]
section-heading: হেদায়াতের আলোকবর্তিকা : পথহারাদের সখা bbox=[82, 1219, 524, 1241]
article-paragraph: ওরছে পাক উপলক্ষে গরিব-দুঃখী মানুষের মাঝে তবারুক বিতরণ করা হয়। আগত মেহমানদের আপ্যায়ন করা হয়। এটি মানবসেবার এক উজ্জ্বল দৃষ্টান্ত। এই মহতি আয়োজনে অংশ নিয়ে ঈছালে ছাওয়াবের মাধ্যমে মোর্শেদের রূহে ছাওয়াব পৌঁছানো হয়। bbox=[1012, 1104, 1484, 1145]
article-paragraph: মুহাব্বতে রাসুলে চলেছেন জীবনের প্রতিটি পদক্ষেপে, প্রতিটি কর্মে। অন্তরের সর্বটুকু ভালোবাসা সঁপে দিয়েছেন নবীজির প্রতি। নবীজির প্রতি ভালোবাসা এতটাই প্রবল ছিল যে, উনি উনার পবিত্র হায়াত জুড়ে মোবারক রওজায় উপস্থিত হয়ে সালাম নিবেদন করতেন। নিজের নয় বরং নবীজির সন্তুষ্টিই ছিল উনার কাছে মুখ্য। bbox=[531, 766, 1002, 807]
column-divider bbox=[1007, 494, 1008, 2276]
minaret-icon bbox=[1443, 114, 1451, 235]
dome-icon bbox=[134, 203, 223, 323]
article-paragraph: আসুন, আমরা সবাই মিলে এই মহতি মাহফিলে শরিক হয়ে খলিফায়ে রাসুল (দ.) হযরত গাউছুল আজম রাদ্বিয়াল্লাহু আনহুর রূহানি ফয়েজ ও বরকত হাসিল করি। আল্লাহ আমাদের সকলকে কবুল করুন। আমিন। bbox=[1012, 1366, 1484, 1393]
banner-text bbox=[273, 97, 1230, 331]
signature-date: ১৮-০৮-২০২২ bbox=[350, 947, 407, 959]
article-paragraph: প্রিয় নবীজির আহালে বায়েত, সাহাবায়ে কেরাম এবং আউলিয়ায়ে কেরামের প্রতি ছিল উনার গভীর শ্রদ্ধা। উনি সর্বদা বলতেন রাসুলের আহালকে ভালোবাসা ঈমানের অংশ। রাসুলে পাকের পবিত্র সুন্নাতকে জীবনের সর্বক্ষেত্রে বাস্তবায়নের মাধ্যমে উনি উম্মতের জন্য অনুসরণীয় আদর্শ হয়ে আছেন। bbox=[531, 585, 1002, 626]
message-paragraph: সকল প্রশংসা এবং অনন্ত মহকে সিজদাহ মহান আল্লাহ রাব্বুল আলামিনের জন্য। সালাত ও সালাম ছৈয়্যদুল মুরসালিন হযরত মুহাম্মদ মোস্তফা সাল্লাল্লাহু আলাইহি ওয়া সাল্লাম এর উপর। পরম কৃতজ্ঞতার সাথে আদব ও আকিদার গভীরে নিয়ে স্মরণ করছি খলিলুল্লাহ, আওলাদে মোস্তফা, খলিফায়ে রাসুল (দ.) হযরত শায়খ ছৈয়্যদ গাউছুল আজম রাদ্বিয়াল্লাহু আনহু'কে। যাঁর পবিত্র খুলুছিয়তের সান্নিধ্যে, সহস্র রজনীর অশ্রু ঝরানোর আকুলতায় পেয়েছি বিশ্ব সমাদৃত, অলৌকিকভাবে স্বীকৃত, মহান ও মকবুল রাসুলনোমা তরিকতের, আলহামদুলিল্লাহ। bbox=[97, 598, 509, 692]
page-number-badge: ৬ bbox=[302, 47, 339, 84]
banner-title-1: মি'রাজুন্নবী সাল্লাল্লাহু আলাইহি ওয়া সাল্লাম মাহফিল ও bbox=[423, 210, 1081, 246]
article-paragraph: তাওয়াজ্জুহর মাধ্যমে মুরিদের অন্তরের ময়লা দূর হয় এবং আল্লাহর জিকির জারি হয়। খলিফায়ে রাসুল (দ.) হযরত গাউছুল আজম রাদ্বিয়াল্লাহু আনহু লাখো মানুষকে তাওয়াজ্জুহ দিয়ে তাদের কলবকে জিন্দা করেছেন। উনার নূরানি সোহবতে এসে মানুষ নিজেকে নতুন করে আবিষ্কার করেছেন। bbox=[1012, 540, 1484, 581]
logo-icon bbox=[1263, 49, 1287, 67]
message-bismillah: বিসমিল্লাহির রাহমানির রাহিম bbox=[240, 509, 367, 522]
green-dome-icon bbox=[1295, 130, 1423, 227]
message-body bbox=[97, 574, 509, 922]
credit-bar bbox=[82, 2319, 1484, 2356]
signer-line: অধ্যক্ষ, কাগতিয়া এশাতুল উলুম কামিল এম.এ. মাদরাসা। bbox=[177, 1052, 429, 1065]
banner-bismillah: বিসমিল্লাহির রাহমানির রাহিম bbox=[688, 100, 815, 113]
article-paragraph: বাহ্যতঃ তাওয়াজ্জুহ অর্থাৎ অন্তর্দৃষ্টি প্রক্ষেপণ, যার মাধ্যমে প্রিয় নবীজির বাতেনি নূর মানুষের কলবে প্রবাহিত হয়। তাওয়াজ্জুহ প্রদানের দুই প্রকার। এক, তাওয়াজ্জুহে ফিল হাজের যা সামনা সামনি বসিয়ে মুরিদ তরিকতপ্রার্থীদের প্রদান করা হয়। দুই, তাওয়াজ্জুহ ফিল গায়েব যা মর্শেদ দূরে থেকেও প্রদান করেন। bbox=[1012, 495, 1484, 535]
article-paragraph: শরীয়ত হলো বৃক্ষের মূল, তরিকত তার শাখা-প্রশাখা, হাকিকত তার ফুল এবং মারিফাত তার ফল। শরীয়ত ছাড়া তরিকত অর্থহীন। উনার এই শিক্ষা আজ দেশ-বিদেশে লাখো মুরিদানের অন্তরে প্রতিধ্বনিত হচ্ছে। উনার নির্দেশিত পথে চলে মানুষ দুনিয়া ও আখেরাতে শান্তি খুঁজে পাচ্ছেন। bbox=[531, 1194, 1002, 1235]
article-paragraph: উনি বলেছেন নামাজ মুমিনের মিরাজ, তাই নামাজ কখনো কাজা করবে না। উনি বলেছেন মানুষের সাথে সদ্ব্যবহার কর, প্রতিবেশীর হক আদায় কর, এতিম ও অসহায়দের পাশে দাঁড়াও। উনার প্রতিটি বাণী মানবতার কল্যাণে নিবেদিত। উনার শিক্ষা হলো আত্মশুদ্ধির মাধ্যমে আল্লাহর নৈকট্য লাভ। bbox=[531, 968, 1002, 1009]
article-paragraph: শরীয়ত হলো বৃক্ষের মূল, তরিকত তার শাখা-প্রশাখা, হাকিকত তার ফুল এবং মারিফাত তার ফল। শরীয়ত ছাড়া তরিকত অর্থহীন। উনার এই শিক্ষা আজ দেশ-বিদেশে লাখো মুরিদানের অন্তরে প্রতিধ্বনিত হচ্ছে। উনার নির্দেশিত পথে চলে মানুষ দুনিয়া ও আখেরাতে শান্তি খুঁজে পাচ্ছেন। bbox=[531, 1013, 1002, 1054]
venue-bar bbox=[82, 389, 1484, 425]
logo-text-secondary: প্রতিদিন bbox=[1398, 40, 1486, 72]
article-paragraph: মহান আল্লাহ রাব্বুল আলামিন এর প্রিয় সৃষ্টি হলো মানবজাতি। এই মানবজাতি হতাশার বিপর্যয়ের অন্ধকারে পতিত হয়েছে তখনই মহান আল্লাহ তাঁর প্রিয় নবী ও রাসুলগণকে প্রেরণ করেছেন। যারা কখনো হতাশ হননি। খলিফায়ে রাসুল (দ.) হযরত শায়খ ছৈয়্যদ গাউছুল আজম রাদ্বিয়াল্লাহু আনহু এমন এক সময়ে আবির্ভূত হয়েছেন যখন মানুষ দিশাহারা। উনি পথহারা মানুষকে নিরবচ্ছিন্ন দাওয়াতের মাধ্যমে সুন্নাতে রাসুলের আদর্শে দীক্ষিত করেছেন। bbox=[82, 1419, 524, 1488]
article-paragraph: প্রিয় নবীজির আহালে বায়েত, সাহাবায়ে কেরাম এবং আউলিয়ায়ে কেরামের প্রতি ছিল উনার গভীর শ্রদ্ধা। উনি সর্বদা বলতেন রাসুলের আহালকে ভালোবাসা ঈমানের অংশ। রাসুলে পাকের পবিত্র সুন্নাতকে জীবনের সর্বক্ষেত্রে বাস্তবায়নের মাধ্যমে উনি উম্মতের জন্য অনুসরণীয় আদর্শ হয়ে আছেন। bbox=[531, 721, 1002, 761]
section-heading: নবী প্রেমের বেমেছাল : রাসুলের আহাল bbox=[82, 1774, 524, 1796]
venue-date: তারিখ : ১৮ ফেব্রুয়ারি ২০২৩ খ্রিষ্টাব্দ, শনিবার। bbox=[1150, 395, 1467, 416]
venue-place: স্থান : কাগতিয়া আলীয়া গাউছুল আজম দরবার শরীফ কমপ্লেক্স, গাউছুল আজম সিটি, বায়েজিদ, চট্টগ্রাম। bbox=[99, 395, 802, 416]
supplement-label: ক্রোড়পত্র bbox=[1254, 259, 1470, 346]
article-paragraph: তাওয়াজ্জুহর মাধ্যমে মুরিদের অন্তরের ময়লা দূর হয় এবং আল্লাহর জিকির জারি হয়। খলিফায়ে রাসুল (দ.) হযরত গাউছুল আজম রাদ্বিয়াল্লাহু আনহু লাখো মানুষকে তাওয়াজ্জুহ দিয়ে তাদের কলবকে জিন্দা করেছেন। উনার নূরানি সোহবতে এসে মানুষ নিজেকে নতুন করে আবিষ্কার করেছেন। bbox=[1012, 706, 1484, 747]
